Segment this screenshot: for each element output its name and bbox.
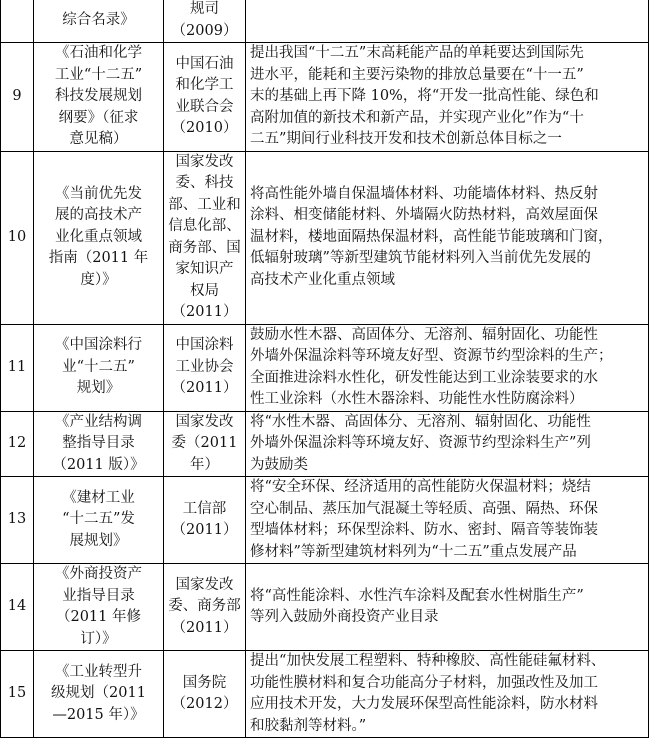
policy-content-cell [246, 651, 649, 738]
issuer-line: 国务院 [182, 674, 227, 691]
policy-content-line: 应用技术开发，大力发展环保型高性能涂料，防水材料 [250, 696, 598, 712]
issuer-cell [164, 651, 246, 738]
row-number: 14 [7, 598, 27, 615]
issuer-line: 权局 [190, 282, 219, 299]
row-number: 12 [7, 435, 27, 451]
policy-content-line: 提出“加快发展工程塑料、特种橡胶、高性能硅氟材料、 [250, 653, 606, 669]
policy-table-body [1, 0, 649, 738]
policy-name-cell [34, 411, 164, 477]
policy-content-cell [246, 477, 649, 564]
row-number-cell [1, 43, 34, 152]
issuer-cell [164, 0, 246, 43]
issuer-cell [164, 43, 246, 152]
policy-name-line: 《产业结构调 [55, 413, 142, 430]
issuer-line: （2010） [171, 120, 238, 137]
issuer-line: （2011） [171, 619, 238, 636]
row-number: 15 [7, 685, 27, 702]
row-number: 9 [12, 88, 22, 104]
policy-content-line: 鼓励水性木器、高固体分、无溶剂、辐射固化、功能性 [250, 326, 598, 343]
issuer-line: （2009） [171, 22, 238, 39]
policy-content-line: 型墙体材料；环保型涂料、防水、密封、隔音等装饰装 [250, 522, 598, 538]
policy-content-line: 修材料”等新型建筑材料列为“十二五”重点发展产品 [250, 543, 577, 560]
policy-content-line: 二五”期间行业科技开发和技术创新总体目标之一 [250, 131, 562, 147]
policy-name-line: 整指导目录 [62, 435, 135, 451]
issuer-line: 委、科技 [175, 175, 234, 191]
policy-name-line: 订）》 [80, 630, 117, 647]
policy-name-cell [34, 324, 164, 411]
policy-content-line: 为鼓励类 [250, 456, 308, 473]
policy-content-line: 将“高性能涂料、水性汽车涂料及配套水性树脂生产” [250, 587, 584, 604]
policy-name-line: 展的高技术产 [55, 207, 142, 224]
policy-name-line: 《建材工业 [62, 489, 135, 506]
policy-name-line: 《石油和化学 [55, 45, 142, 61]
issuer-cell [164, 151, 246, 324]
table-row [1, 411, 649, 477]
policy-name-line: 纲要》（征求 [58, 109, 139, 126]
row-number-cell [1, 0, 34, 43]
policy-content-cell [246, 0, 649, 43]
policy-content-cell [246, 564, 649, 651]
policy-content-cell [246, 411, 649, 477]
policy-name-cell [34, 564, 164, 651]
policy-name-line: 意见稿） [69, 131, 128, 147]
policy-content-line: 涂料、相变储能材料、外墙隔火防热材料，高效屋面保 [250, 207, 598, 224]
table-row [1, 324, 649, 411]
policy-name-cell [34, 43, 164, 152]
policy-name-line: 《中国涂料行 [55, 337, 142, 354]
policy-content-line: 进水平，能耗和主要污染物的排放总量要在“十一五” [250, 66, 584, 83]
policy-content-line: 温材料，楼地面隔热保温材料，高性能节能玻璃和门窗， [250, 228, 613, 245]
issuer-line: （2011） [171, 304, 238, 320]
policy-name-line: 《当前优先发 [55, 185, 142, 202]
issuer-line: 国家发改 [175, 153, 234, 170]
issuer-line: 工信部 [182, 500, 227, 517]
policy-name-line: —2015 年）》 [52, 706, 145, 723]
policy-content-line: 低辐射玻璃”等新型建筑节能材料列入当前优先发展的 [250, 250, 591, 267]
row-number: 13 [7, 511, 27, 528]
issuer-line: 和化学工 [175, 77, 234, 94]
policy-name-line: 业化重点领域 [55, 228, 142, 245]
policy-content-line: 将“水性木器、高固体分、无溶剂、辐射固化、功能性 [250, 413, 591, 430]
policy-content-cell [246, 324, 649, 411]
policy-name-line: 《外商投资产 [55, 566, 142, 582]
row-number-cell [1, 651, 34, 738]
row-number-cell [1, 151, 34, 324]
row-number-cell [1, 411, 34, 477]
policy-name-line: 级规划（2011 [51, 685, 146, 702]
issuer-cell [164, 477, 246, 564]
table-row [1, 43, 649, 152]
policy-content-line: 性工业涂料（水性木器涂料、功能性水性防腐涂料） [250, 391, 584, 407]
table-row [1, 0, 649, 43]
row-number-cell [1, 477, 34, 564]
policy-name-line: （2011 年修 [55, 609, 141, 625]
policy-content-line: 外墙外保温涂料等环境友好、资源节约型涂料生产”列 [250, 435, 591, 451]
issuer-line: 部、工业和 [168, 196, 241, 213]
policy-name-line: 综合名录》 [62, 11, 135, 28]
issuer-line: 家知识产 [175, 261, 234, 277]
row-number: 10 [7, 228, 27, 245]
issuer-line: 商务部、国 [168, 239, 241, 256]
table-row [1, 651, 649, 738]
policy-content-line: 功能性膜材料和复合功能高分子材料，加强改性及加工 [250, 674, 598, 691]
policy-content-line: 末的基础上再下降 10%，将“开发一批高性能、绿色和 [250, 88, 599, 104]
policy-name-line: 业“十二五” [62, 358, 135, 375]
policy-name-line: “十二五”发 [62, 511, 135, 528]
issuer-line: 国家发改 [175, 576, 234, 593]
policy-name-line: 科技发展规划 [55, 88, 142, 104]
issuer-line: 规司 [190, 1, 219, 17]
policy-name-line: 工业“十二五” [54, 66, 143, 83]
policy-content-line: 高技术产业化重点领域 [250, 271, 395, 288]
row-number-cell [1, 564, 34, 651]
policy-content-line: 和胶黏剂等材料。” [250, 717, 367, 734]
policy-name-line: 度）》 [80, 271, 117, 288]
policy-content-cell [246, 151, 649, 324]
policy-name-line: （2011 版）》 [52, 456, 145, 473]
policy-content-line: 高附加值的新技术和新产品，并实现产业化”作为“十 [250, 109, 584, 126]
issuer-line: 工业协会 [175, 358, 234, 375]
policy-content-line: 将“安全环保、经济适用的高性能防火保温材料；烧结 [250, 479, 591, 495]
policy-content-line: 将高性能外墙自保温墙体材料、功能墙体材料、热反射 [250, 185, 598, 202]
row-number-cell [1, 324, 34, 411]
issuer-cell [164, 564, 246, 651]
policy-content-cell [246, 43, 649, 152]
issuer-line: （2011） [171, 522, 238, 538]
issuer-cell [164, 411, 246, 477]
issuer-line: （2011） [171, 380, 238, 397]
policy-content-line: 全面推进涂料水性化，研发性能达到工业涂装要求的水 [250, 369, 598, 386]
issuer-line: 委（2011 [171, 435, 238, 451]
policy-name-line: 规划》 [76, 380, 121, 397]
issuer-line: 业联合会 [175, 98, 234, 115]
issuer-line: 中国涂料 [175, 337, 234, 354]
policy-name-line: 《工业转型升 [55, 663, 142, 680]
policy-content-line: 提出我国“十二五”末高耗能产品的单耗要达到国际先 [250, 45, 584, 61]
policy-name-cell [34, 477, 164, 564]
table-row [1, 564, 649, 651]
issuer-line: （2012） [171, 696, 238, 712]
policy-name-cell [34, 651, 164, 738]
table-row [1, 151, 649, 324]
policy-name-cell [34, 151, 164, 324]
issuer-cell [164, 324, 246, 411]
policy-content-line: 外墙外保温涂料等环境友好型、资源节约型涂料的生产； [250, 348, 613, 364]
issuer-line: 信息化部、 [168, 218, 241, 234]
policy-name-line: 展规划》 [69, 532, 128, 549]
issuer-line: 委、商务部 [168, 598, 241, 615]
policy-content-line: 等列入鼓励外商投资产业目录 [250, 609, 439, 625]
policy-name-line: 业指导目录 [62, 587, 135, 604]
table-row [1, 477, 649, 564]
policy-name-cell [34, 0, 164, 43]
policy-name-line: 指南（2011 年 [48, 250, 149, 267]
row-number: 11 [7, 358, 27, 375]
issuer-line: 国家发改 [175, 413, 234, 430]
issuer-line: 年） [190, 456, 219, 473]
issuer-line: 中国石油 [175, 55, 234, 72]
policy-content-line: 空心制品、蒸压加气混凝土等轻质、高强、隔热、环保 [250, 500, 598, 517]
